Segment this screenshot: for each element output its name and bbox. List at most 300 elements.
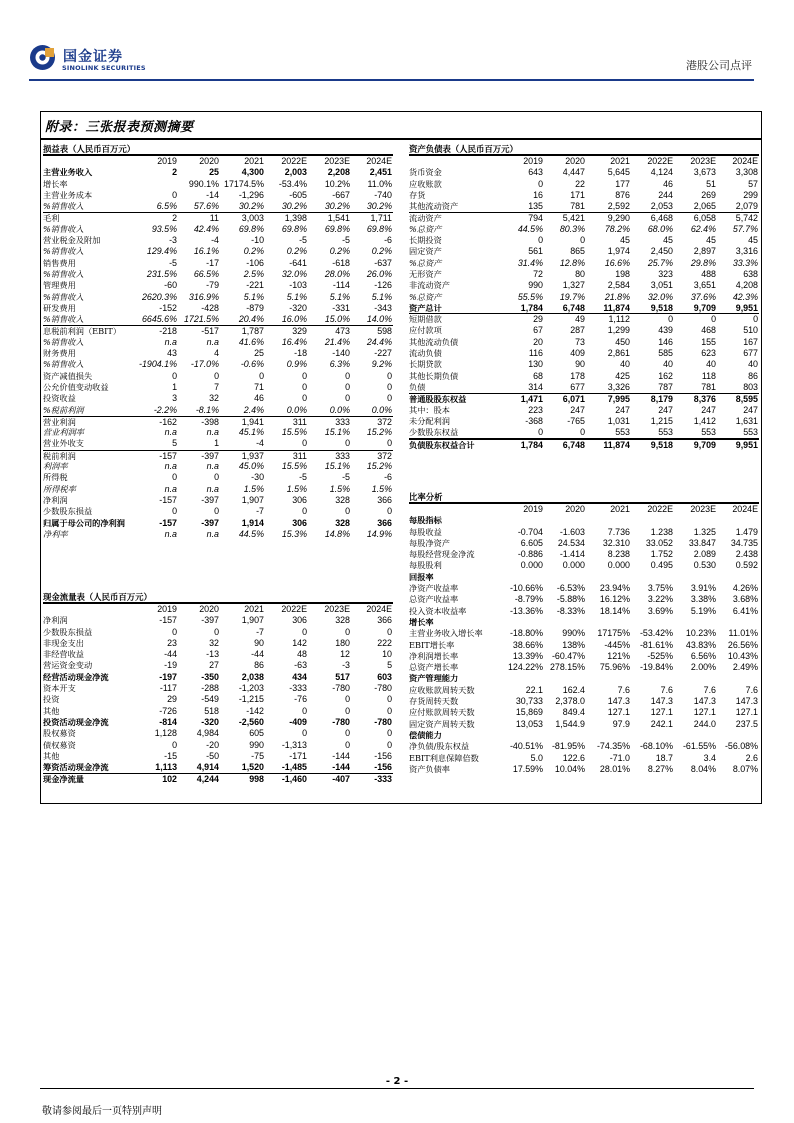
value-cell: 14.8% <box>324 528 350 539</box>
value-cell: 0 <box>302 370 307 381</box>
row-label: %总资产 <box>409 291 442 302</box>
value-cell: 147.3 <box>607 696 630 707</box>
value-cell: n.a <box>164 483 177 494</box>
row-label: 长期投资 <box>409 235 442 246</box>
value-cell: 5.1% <box>329 291 350 302</box>
value-cell: 29 <box>167 694 177 705</box>
row-label: 负债股东权益合计 <box>409 440 475 451</box>
value-cell: 990 <box>249 739 264 750</box>
table-row <box>409 606 759 617</box>
value-cell: 1,711 <box>370 213 392 224</box>
value-cell: 409 <box>570 348 585 359</box>
value-cell: 1,128 <box>154 728 177 739</box>
table-row <box>43 280 393 291</box>
value-cell: 4,300 <box>241 167 264 178</box>
value-cell: 29.8% <box>690 257 716 268</box>
row-label: %销售收入 <box>43 201 84 212</box>
value-cell: 2620.3% <box>141 291 177 302</box>
value-cell: -350 <box>201 671 219 682</box>
value-cell: 2,003 <box>284 167 307 178</box>
row-label: 总资产增长率 <box>409 662 459 673</box>
value-cell: 3,308 <box>735 167 758 178</box>
table-row <box>43 269 393 280</box>
value-cell: 366 <box>377 517 392 528</box>
value-cell: 287 <box>570 325 585 336</box>
value-cell: -780 <box>332 716 350 727</box>
value-cell: 57 <box>748 178 758 189</box>
value-cell: -19.84% <box>639 662 673 673</box>
table-row <box>43 694 393 705</box>
value-cell: 178 <box>570 370 585 381</box>
row-label: 净利润 <box>43 494 68 505</box>
value-cell: 17.59% <box>512 763 543 774</box>
row-label: 存货周转天数 <box>409 696 459 707</box>
value-cell: 553 <box>743 427 758 438</box>
value-cell: 66.5% <box>193 268 219 279</box>
value-cell: 2020 <box>565 504 585 514</box>
value-cell: 0 <box>345 438 350 449</box>
value-cell: 0 <box>387 381 392 392</box>
value-cell: 0.9% <box>286 359 307 370</box>
row-label: 非经营收益 <box>43 649 84 660</box>
value-cell: -740 <box>374 189 392 200</box>
table-row <box>43 773 393 784</box>
row-label: 投资收益 <box>43 393 76 404</box>
value-cell: -144 <box>332 762 350 773</box>
value-cell: 68.0% <box>647 223 673 234</box>
row-label: 少数股东权益 <box>409 427 459 438</box>
value-cell: 0 <box>538 235 543 246</box>
value-cell: 0.0% <box>286 404 307 415</box>
appendix-frame <box>40 111 762 804</box>
value-cell: 1 <box>172 381 177 392</box>
value-cell: 0 <box>172 626 177 637</box>
value-cell: 2022E <box>281 604 307 614</box>
value-cell: 1,941 <box>241 416 264 427</box>
value-cell: 468 <box>701 325 716 336</box>
value-cell: -0.886 <box>517 549 543 560</box>
value-cell: 473 <box>335 326 350 337</box>
value-cell: 86 <box>254 660 264 671</box>
value-cell: 49 <box>575 314 585 325</box>
value-cell: 0.000 <box>562 560 585 571</box>
value-cell: 69.8% <box>281 223 307 234</box>
value-cell: 244.0 <box>693 718 716 729</box>
value-cell: 510 <box>743 325 758 336</box>
value-cell: 0 <box>214 506 219 517</box>
value-cell: -221 <box>246 280 264 291</box>
value-cell: -1,485 <box>281 762 307 773</box>
value-cell: 130 <box>528 359 543 370</box>
value-cell: -8.33% <box>556 605 585 616</box>
table-row <box>43 638 393 649</box>
value-cell: n.a <box>206 427 219 438</box>
cash-flow-title: 现金流量表（人民币百万元） <box>43 590 393 604</box>
ratio-analysis-title: 比率分析 <box>409 490 759 504</box>
value-cell: n.a <box>206 336 219 347</box>
value-cell: 37.6% <box>690 291 716 302</box>
table-row <box>409 359 759 370</box>
table-row <box>409 179 759 190</box>
value-cell: 15.1% <box>324 427 350 438</box>
value-cell: -7 <box>256 626 264 637</box>
row-label: 投入资本收益率 <box>409 605 467 616</box>
value-cell: -409 <box>289 716 307 727</box>
value-cell: 450 <box>615 336 630 347</box>
logo-company-en: SINOLINK SECURITIES <box>62 64 146 72</box>
value-cell: 2020 <box>565 156 585 166</box>
value-cell: 643 <box>528 167 543 178</box>
value-cell: 10.2% <box>324 178 350 189</box>
row-label: 存货 <box>409 189 426 200</box>
value-cell: 4.26% <box>732 583 758 594</box>
value-cell: n.a <box>164 461 177 472</box>
value-cell: 9,290 <box>607 213 630 224</box>
table-row <box>43 506 393 517</box>
value-cell: 5 <box>172 438 177 449</box>
value-cell: -114 <box>332 280 350 291</box>
value-cell: 147.3 <box>693 696 716 707</box>
value-cell: -6 <box>384 235 392 246</box>
value-cell: 8,376 <box>693 394 716 405</box>
value-cell: -8.1% <box>195 404 219 415</box>
value-cell: 20.4% <box>238 314 264 325</box>
value-cell: 129.4% <box>146 246 177 257</box>
value-cell: 93.5% <box>151 223 177 234</box>
value-cell: -157 <box>159 494 177 505</box>
row-label: 应付款项 <box>409 325 442 336</box>
value-cell: 333 <box>335 416 350 427</box>
value-cell: 0 <box>387 506 392 517</box>
value-cell: 30.2% <box>324 201 350 212</box>
value-cell: -63 <box>294 660 307 671</box>
value-cell: 306 <box>292 517 307 528</box>
value-cell: -320 <box>289 302 307 313</box>
value-cell: 0 <box>345 705 350 716</box>
value-cell: 316.9% <box>188 291 219 302</box>
value-cell: 299 <box>743 189 758 200</box>
table-row <box>409 246 759 257</box>
value-cell: 57.6% <box>193 201 219 212</box>
value-cell: 15.1% <box>324 461 350 472</box>
row-label: 息税前利润（EBIT） <box>43 326 122 337</box>
value-cell: 990 <box>528 280 543 291</box>
value-cell: 0 <box>302 626 307 637</box>
value-cell: 3.75% <box>647 583 673 594</box>
value-cell: 1.5% <box>329 483 350 494</box>
value-cell: 0 <box>345 381 350 392</box>
value-cell: 6,468 <box>650 213 673 224</box>
row-label: 非流动资产 <box>409 280 450 291</box>
row-label: %总资产 <box>409 257 442 268</box>
income-statement-title: 损益表（人民币百万元） <box>43 142 393 156</box>
value-cell: 328 <box>335 494 350 505</box>
value-cell: -5 <box>169 257 177 268</box>
value-cell: 6,071 <box>562 394 585 405</box>
table-row <box>43 728 393 739</box>
value-cell: 1,112 <box>608 314 630 325</box>
value-cell: 2021 <box>244 156 264 166</box>
row-label: 债权募资 <box>43 739 76 750</box>
value-cell: 0 <box>387 438 392 449</box>
value-cell: 4,208 <box>735 280 758 291</box>
value-cell: 78.2% <box>604 223 630 234</box>
row-label: %销售收入 <box>43 223 84 234</box>
value-cell: 2.00% <box>690 662 716 673</box>
table-row <box>43 359 393 370</box>
value-cell: -4 <box>211 235 219 246</box>
table-row <box>409 416 759 427</box>
value-cell: 4,914 <box>196 762 219 773</box>
value-cell: 2020 <box>199 156 219 166</box>
value-cell: 73 <box>575 336 585 347</box>
value-cell: 0 <box>345 728 350 739</box>
row-label: 筹资活动现金净流 <box>43 762 109 773</box>
value-cell: -879 <box>246 302 264 313</box>
value-cell: -780 <box>374 716 392 727</box>
value-cell: 146 <box>658 336 673 347</box>
value-cell: 0.000 <box>607 560 630 571</box>
table-row <box>409 167 759 178</box>
table-row <box>409 707 759 718</box>
value-cell: 142 <box>292 637 307 648</box>
table-row <box>409 685 759 696</box>
value-cell: 32 <box>209 637 219 648</box>
value-cell: 2021 <box>610 156 630 166</box>
value-cell: 6.5% <box>156 201 177 212</box>
value-cell: 998 <box>249 774 264 785</box>
table-row <box>409 673 759 684</box>
value-cell: 72 <box>533 268 543 279</box>
year-header-row <box>43 156 393 167</box>
value-cell: 603 <box>377 671 392 682</box>
year-header-row <box>43 604 393 615</box>
value-cell: -814 <box>159 716 177 727</box>
value-cell: 8.27% <box>647 763 673 774</box>
value-cell: 323 <box>658 268 673 279</box>
row-label: 普通股股东权益 <box>409 394 467 405</box>
value-cell: 71 <box>254 381 264 392</box>
value-cell: -6.53% <box>556 583 585 594</box>
value-cell: 0.000 <box>520 560 543 571</box>
value-cell: 605 <box>249 728 264 739</box>
value-cell: 231.5% <box>146 268 177 279</box>
balance-sheet-table <box>409 142 759 450</box>
table-row <box>43 484 393 495</box>
value-cell: 1,784 <box>520 302 543 313</box>
value-cell: -60 <box>164 280 177 291</box>
value-cell: 16 <box>533 189 543 200</box>
value-cell: 45 <box>620 235 630 246</box>
value-cell: 15.3% <box>281 528 307 539</box>
value-cell: 247 <box>743 404 758 415</box>
value-cell: 33.847 <box>688 537 716 548</box>
row-label: 管理费用 <box>43 280 76 291</box>
value-cell: 585 <box>658 348 673 359</box>
table-row <box>409 427 759 438</box>
value-cell: 7,995 <box>607 394 630 405</box>
value-cell: -288 <box>201 683 219 694</box>
value-cell: 24.4% <box>366 336 392 347</box>
value-cell: 237.5 <box>735 718 758 729</box>
title-rule <box>41 138 761 140</box>
value-cell: 80.3% <box>559 223 585 234</box>
value-cell: 31.4% <box>517 257 543 268</box>
value-cell: 1,113 <box>155 762 177 773</box>
table-row <box>43 212 393 223</box>
value-cell: -6 <box>384 472 392 483</box>
value-cell: 2,208 <box>327 167 350 178</box>
value-cell: -30 <box>251 472 264 483</box>
value-cell: -5 <box>299 235 307 246</box>
value-cell: 138% <box>562 639 585 650</box>
value-cell: -157 <box>159 517 177 528</box>
value-cell: 0 <box>345 370 350 381</box>
value-cell: 328 <box>335 517 350 528</box>
value-cell: 876 <box>615 189 630 200</box>
value-cell: -18.80% <box>509 628 543 639</box>
value-cell: 2,450 <box>650 246 673 257</box>
table-row <box>43 371 393 382</box>
value-cell: 4 <box>214 348 219 359</box>
value-cell: 1,520 <box>241 762 264 773</box>
value-cell: 40 <box>620 359 630 370</box>
value-cell: 623 <box>701 348 716 359</box>
value-cell: 48 <box>297 649 307 660</box>
table-row <box>43 450 393 461</box>
value-cell: -407 <box>332 774 350 785</box>
value-cell: -142 <box>246 705 264 716</box>
value-cell: 794 <box>528 213 543 224</box>
value-cell: 1.5% <box>243 483 264 494</box>
value-cell: 7.6 <box>745 684 758 695</box>
value-cell: 15.5% <box>281 461 307 472</box>
value-cell: 7.6 <box>617 684 630 695</box>
table-row <box>43 649 393 660</box>
value-cell: 0 <box>302 705 307 716</box>
value-cell: 147.3 <box>735 696 758 707</box>
value-cell: 0 <box>172 370 177 381</box>
value-cell: 46 <box>663 178 673 189</box>
value-cell: -3 <box>342 660 350 671</box>
value-cell: 44.5% <box>238 528 264 539</box>
value-cell: -40.51% <box>509 741 543 752</box>
table-row <box>43 683 393 694</box>
table-row <box>409 224 759 235</box>
value-cell: -126 <box>374 280 392 291</box>
row-label: 所得税率 <box>43 483 76 494</box>
value-cell: 6645.6% <box>141 314 177 325</box>
value-cell: 0 <box>387 739 392 750</box>
row-label: 每股股利 <box>409 560 442 571</box>
value-cell: 0 <box>172 506 177 517</box>
value-cell: 6,748 <box>562 440 585 451</box>
value-cell: 222 <box>377 637 392 648</box>
row-label: EBIT利息保障倍数 <box>409 752 479 763</box>
value-cell: 0 <box>387 393 392 404</box>
value-cell: 0 <box>259 370 264 381</box>
value-cell: -171 <box>289 750 307 761</box>
table-row <box>409 560 759 571</box>
value-cell: -397 <box>201 494 219 505</box>
row-label: 每股经营现金净流 <box>409 549 475 560</box>
value-cell: 11,874 <box>603 440 630 451</box>
value-cell: 553 <box>701 427 716 438</box>
value-cell: -140 <box>332 348 350 359</box>
value-cell: -1,460 <box>281 774 307 785</box>
value-cell: 75.96% <box>599 662 630 673</box>
value-cell: 33.052 <box>645 537 673 548</box>
table-row <box>409 269 759 280</box>
value-cell: 13,053 <box>515 718 543 729</box>
value-cell: 122.6 <box>562 752 585 763</box>
row-label: 主营业务收入 <box>43 167 93 178</box>
value-cell: 2022E <box>647 504 673 514</box>
value-cell: 11 <box>209 213 219 224</box>
value-cell: 0 <box>711 314 716 325</box>
value-cell: 2 <box>172 213 177 224</box>
value-cell: 7.6 <box>703 684 716 695</box>
value-cell: -333 <box>374 774 392 785</box>
value-cell: 434 <box>292 671 307 682</box>
value-cell: -333 <box>289 683 307 694</box>
table-row <box>409 651 759 662</box>
value-cell: n.a <box>164 528 177 539</box>
value-cell: 62.4% <box>690 223 716 234</box>
row-label: 营业利润率 <box>43 427 84 438</box>
value-cell: 6.56% <box>690 650 716 661</box>
table-row <box>409 292 759 303</box>
table-row <box>409 337 759 348</box>
value-cell: 32 <box>209 393 219 404</box>
value-cell: -162 <box>159 416 177 427</box>
value-cell: 1.5% <box>371 483 392 494</box>
value-cell: 0 <box>580 235 585 246</box>
value-cell: 162.4 <box>562 684 585 695</box>
value-cell: -320 <box>201 716 219 727</box>
value-cell: 2024E <box>732 504 758 514</box>
value-cell: 0 <box>538 427 543 438</box>
value-cell: 3.4 <box>703 752 716 763</box>
value-cell: 9,951 <box>735 302 758 313</box>
row-label: 归属于母公司的净利润 <box>43 517 125 528</box>
value-cell: 1,907 <box>241 494 264 505</box>
value-cell: -780 <box>374 683 392 694</box>
value-cell: 6,058 <box>693 213 716 224</box>
value-cell: 247 <box>658 404 673 415</box>
row-label: 未分配利润 <box>409 415 450 426</box>
row-label: 少数股东损益 <box>43 626 93 637</box>
row-label: 每股指标 <box>409 515 442 526</box>
value-cell: 16.6% <box>604 257 630 268</box>
value-cell: 1.5% <box>286 483 307 494</box>
table-row <box>43 348 393 359</box>
value-cell: 30.2% <box>238 201 264 212</box>
value-cell: 1,471 <box>520 394 543 405</box>
value-cell: 127.1 <box>607 707 630 718</box>
value-cell: 3,326 <box>607 381 630 392</box>
value-cell: 171 <box>570 189 585 200</box>
value-cell: 0 <box>668 314 673 325</box>
value-cell: 25 <box>254 348 264 359</box>
table-row <box>43 518 393 529</box>
value-cell: 247 <box>701 404 716 415</box>
row-label: 其中：股本 <box>409 404 450 415</box>
value-cell: -68.10% <box>639 741 673 752</box>
value-cell: 2,053 <box>650 201 673 212</box>
value-cell: 12.8% <box>559 257 585 268</box>
value-cell: -397 <box>201 517 219 528</box>
